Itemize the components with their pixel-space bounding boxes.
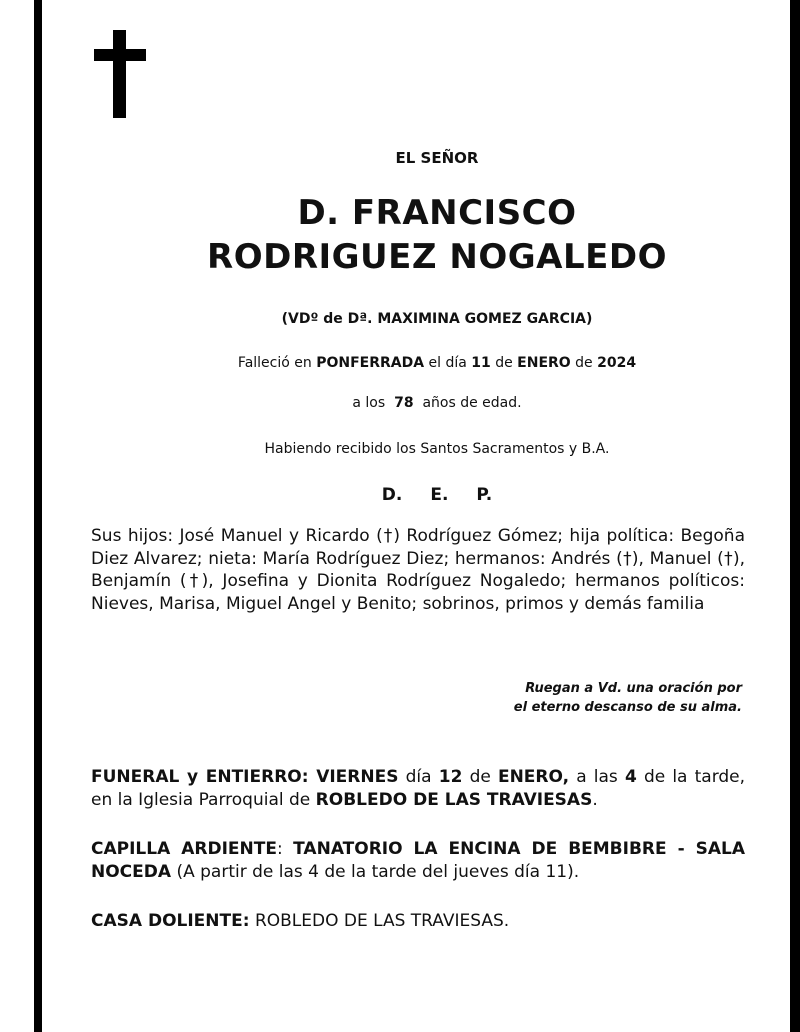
home-paragraph: CASA DOLIENTE: ROBLEDO DE LAS TRAVIESAS.: [91, 911, 510, 931]
name-line-2: RODRIGUEZ NOGALEDO: [207, 237, 667, 277]
death-year: 2024: [597, 355, 637, 371]
funeral-paragraph: FUNERAL y ENTIERRO: VIERNES día 12 de ENERO, a las 4 de la tarde, en la Iglesia Parroquial de ROBLEDO DE LAS TRAVIESAS.: [91, 767, 746, 810]
death-month: ENERO: [517, 355, 571, 371]
chapel-paragraph: CAPILLA ARDIENTE: TANATORIO LA ENCINA DE BEMBIBRE - SALA NOCEDA (A partir de las 4 de la tarde del jueves día 11).: [91, 839, 746, 882]
right-border: [790, 0, 800, 1032]
age-line: a los 78 años de edad.: [352, 395, 522, 411]
death-details: Falleció en PONFERRADA el día 11 de ENERO de 2024: [237, 355, 637, 371]
prayer-request: Ruegan a Vd. una oración por el eterno descanso de su alma.: [513, 681, 742, 715]
age-value: 78: [394, 395, 414, 411]
deceased-name: [90, 191, 784, 279]
spouse-note: (VDº de Dª. MAXIMINA GOMEZ GARCIA): [281, 311, 593, 327]
death-place: PONFERRADA: [316, 355, 425, 371]
dep-line: D. E. P.: [381, 485, 493, 505]
family-paragraph: Sus hijos: José Manuel y Ricardo (†) Rodríguez Gómez; hija política: Begoña Diez Alvarez; nieta: María Rodríguez Diez; hermanos: Andrés (†), Manuel (†), Benjamín (†), Josefina y Dionita Rodríguez Nogaledo; hermanos políticos: Nieves, Marisa, Miguel Angel y Benito; sobrinos, primos y demás familia: [91, 526, 745, 614]
title: EL SEÑOR: [395, 149, 479, 167]
left-border: [34, 0, 42, 1032]
cross-icon: [94, 30, 146, 118]
death-day: 11: [471, 355, 491, 371]
name-line-1: D. FRANCISCO: [297, 193, 577, 233]
sacraments-line: Habiendo recibido los Santos Sacramentos y B.A.: [264, 441, 610, 457]
